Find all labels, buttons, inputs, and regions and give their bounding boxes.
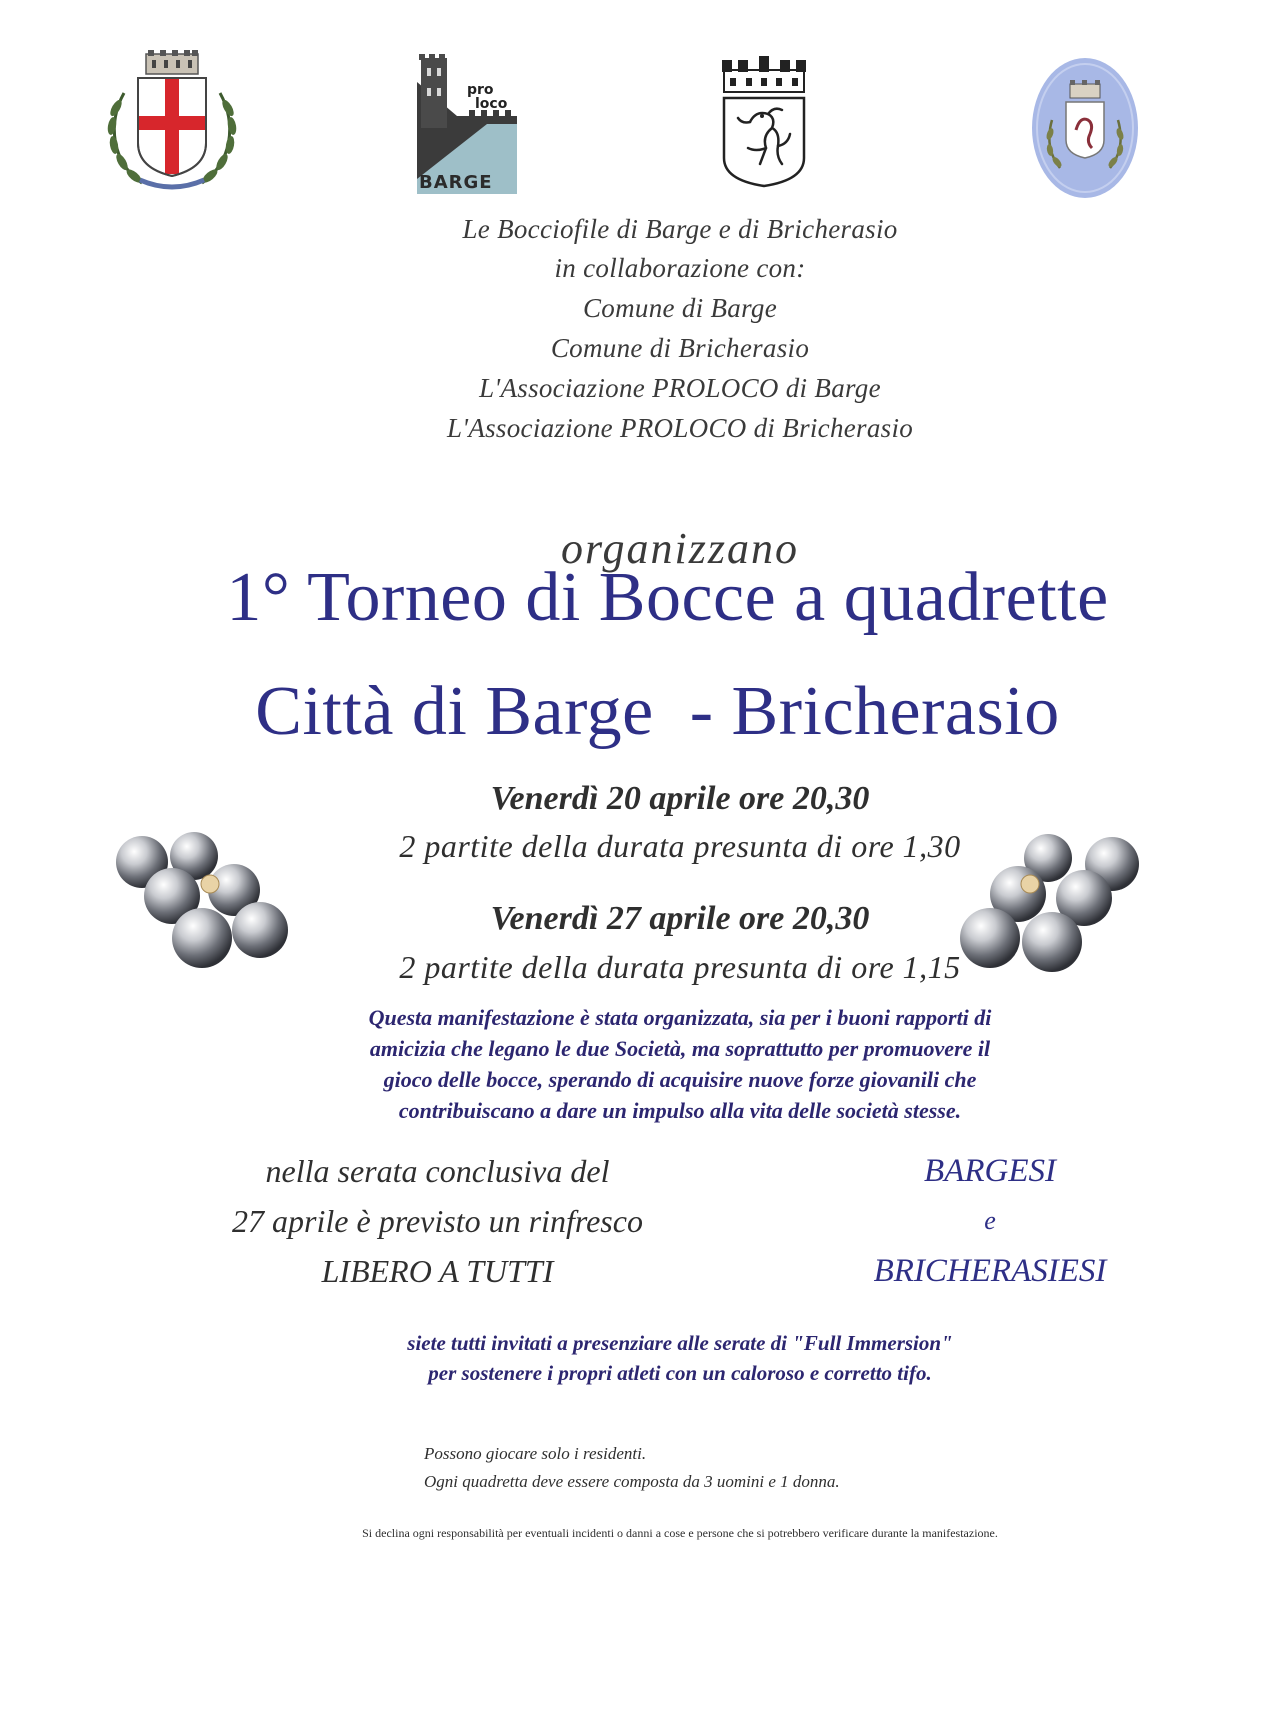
description-line: Questa manifestazione è stata organizzata, sia per i buoni rapporti di: [368, 1005, 992, 1030]
event-detail-2: 2 partite della durata presunta di ore 1,15: [399, 949, 961, 985]
refreshment-line: 27 aprile è previsto un rinfresco: [232, 1203, 643, 1239]
invitation-paragraph: [0, 1328, 1275, 1388]
rule-line: Possono giocare solo i residenti.: [424, 1444, 647, 1463]
audience-block: [810, 1146, 1170, 1296]
proloco-barge-logo: [417, 54, 517, 194]
barge-coat-of-arms-logo: [102, 48, 242, 196]
event-title-line-1: 1° Torneo di Bocce a quadrette: [226, 559, 1109, 636]
description-paragraph: [0, 1002, 1275, 1126]
intro-line: Comune di Bricherasio: [550, 333, 810, 363]
description-line: amicizia che legano le due Società, ma soprattutto per promuovere il: [369, 1036, 991, 1061]
intro-line: in collaborazione con:: [554, 253, 806, 283]
refreshment-notice: [185, 1146, 690, 1296]
participation-rules: [424, 1440, 840, 1496]
event-detail-1: 2 partite della durata presunta di ore 1,30: [399, 828, 961, 864]
intro-line: Comune di Barge: [583, 293, 777, 323]
description-line: gioco delle bocce, sperando di acquisire nuove forze giovanili che: [383, 1067, 977, 1092]
organizzano-heading: organizzano: [561, 524, 799, 573]
audience-line: BARGESI: [924, 1153, 1056, 1189]
refreshment-line: nella serata conclusiva del: [265, 1153, 610, 1189]
event-date-1: Venerdì 20 aprile ore 20,30: [490, 780, 870, 817]
intro-line: L'Associazione PROLOCO di Barge: [479, 373, 881, 403]
bricherasio-coat-of-arms-logo: [716, 52, 812, 190]
description-line: contribuiscano a dare un impulso alla vita delle società stesse.: [398, 1098, 962, 1123]
event-date-2: Venerdì 27 aprile ore 20,30: [490, 900, 870, 937]
bocce-balls-right-image: [956, 834, 1146, 984]
bocce-balls-left-image: [112, 832, 296, 982]
invitation-line: per sostenere i propri atleti con un caloroso e corretto tifo.: [428, 1361, 932, 1385]
audience-line: BRICHERASIESI: [873, 1253, 1107, 1289]
blue-oval-seal-logo: [1030, 56, 1140, 200]
audience-line: e: [984, 1206, 996, 1235]
intro-line: Le Bocciofile di Barge e di Bricherasio: [462, 214, 898, 244]
rule-line: Ogni quadretta deve essere composta da 3 uomini e 1 donna.: [424, 1472, 840, 1491]
liability-disclaimer: Si declina ogni responsabilità per eventuali incidenti o danni a cose e persone che si potrebbero verificare durante la manifestazione.: [362, 1526, 998, 1540]
invitation-line: siete tutti invitati a presenziare alle serate di "Full Immersion": [407, 1331, 953, 1355]
proloco-text-top: pro: [467, 82, 494, 98]
proloco-town-label: BARGE: [419, 172, 493, 193]
event-title-line-2: Città di Barge - Bricherasio: [255, 673, 1060, 750]
intro-line: L'Associazione PROLOCO di Bricherasio: [446, 413, 914, 443]
refreshment-line: LIBERO A TUTTI: [321, 1253, 554, 1289]
proloco-text-bottom: loco: [475, 96, 508, 112]
